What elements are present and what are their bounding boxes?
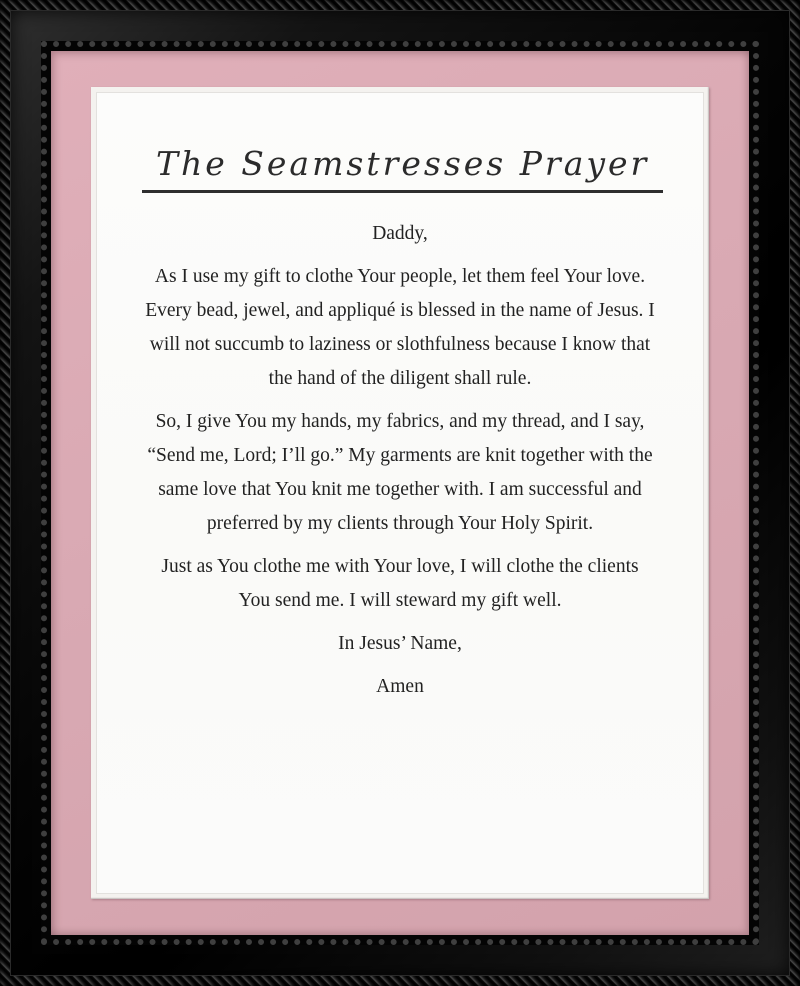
mat-board [51,51,749,935]
closing-line: In Jesus’ Name, [338,633,462,654]
prayer-paragraph-3: Just as You clothe me with Your love, I will clothe the clients You send me. I will steward my gift well. [161,556,639,611]
frame-molding [10,10,790,976]
frame-beaded-lip [41,41,759,945]
prayer-paper [96,92,704,894]
amen-line: Amen [376,676,424,697]
prayer-paragraph-1: As I use my gift to clothe Your people, let them feel Your love. Every bead, jewel, and appliqué is blessed in the name of Jesus. I will not succumb to laziness or slothfulness because I know that the hand of the diligent shall rule. [145,266,655,389]
prayer-paragraph-2: So, I give You my hands, my fabrics, and my thread, and I say, “Send me, Lord; I’ll go.” My garments are knit together with the same love that You knit me together with. I am successful and preferred by my clients through Your Holy Spirit. [147,411,653,534]
prayer-title: The Seamstresses Prayer [142,144,663,193]
salutation: Daddy, [372,223,428,244]
mat-bevel [91,87,709,899]
